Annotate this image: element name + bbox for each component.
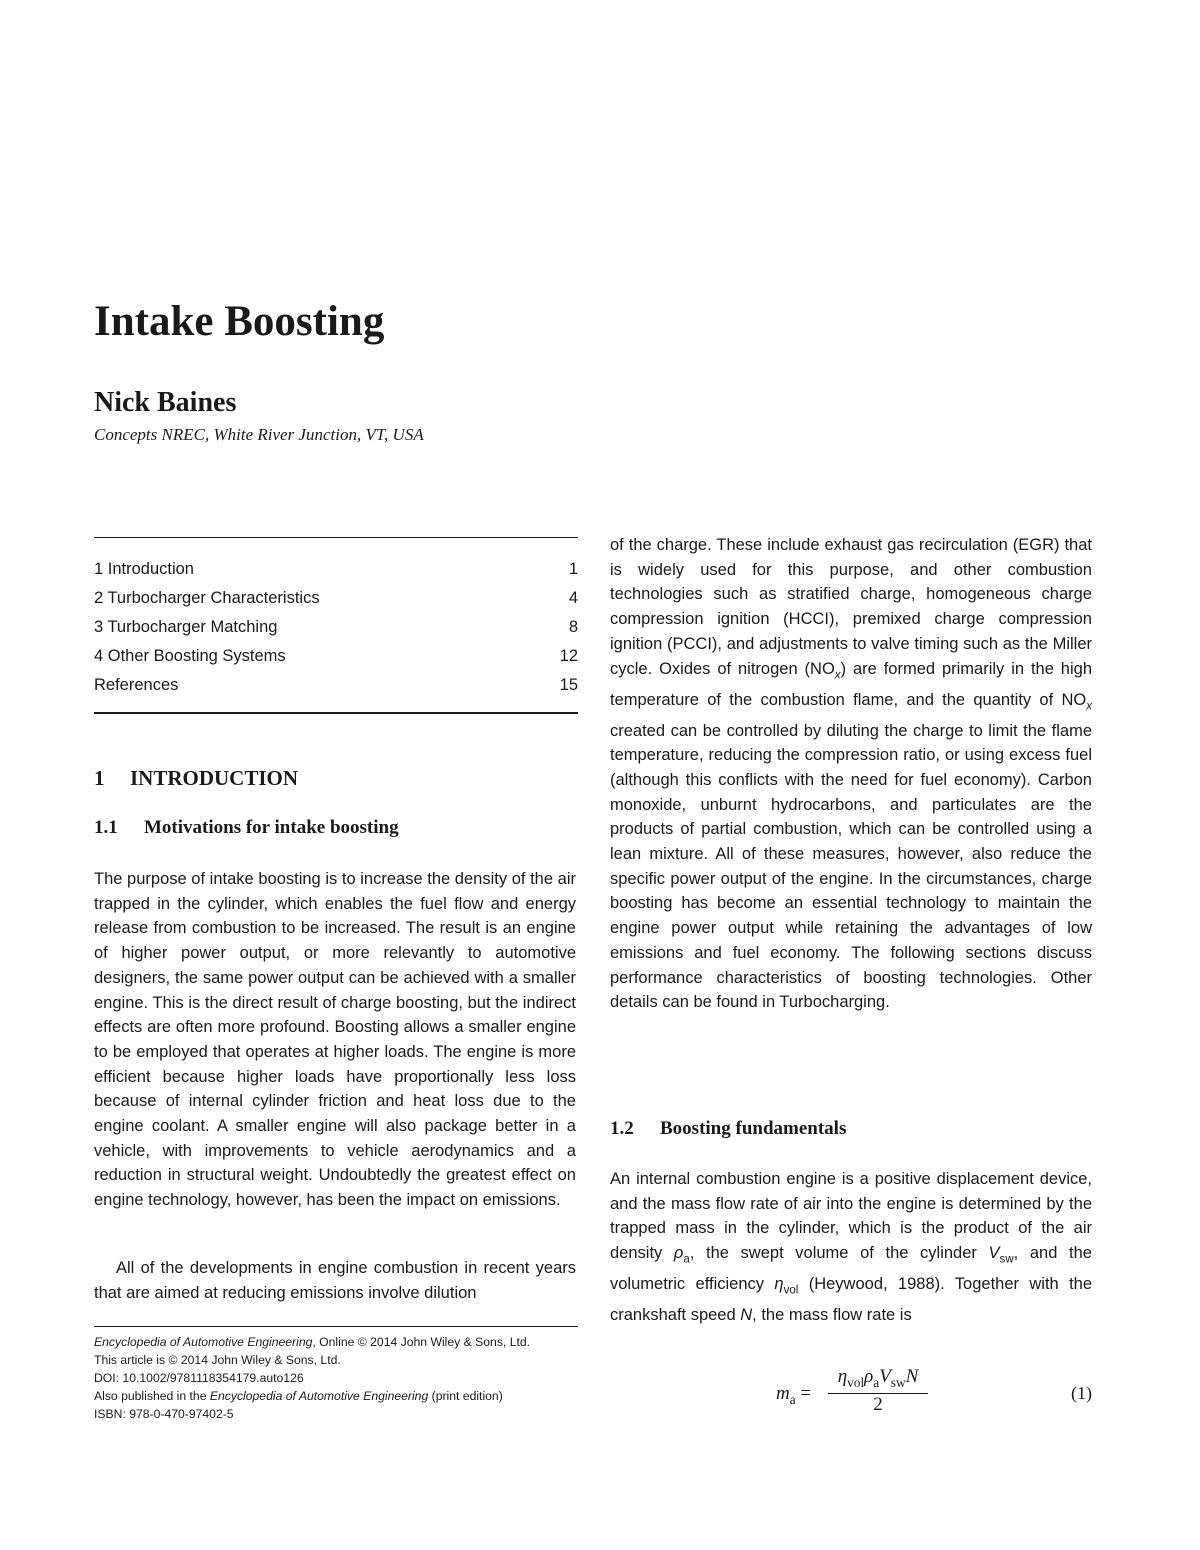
symbol-rho: ρ bbox=[673, 1244, 684, 1263]
text-run: of the charge. These include exhaust gas recirculation (EGR) that is widely used for this purpose, and other combustion technologies such as stratified charge, homogeneous charge compression ignition (HCCI), premixed charge compression ignition (PCCI), and adjustments to valve timing such as the Miller cycle. Oxides of nitrogen (NO bbox=[610, 536, 1092, 678]
toc-item[interactable] bbox=[94, 613, 578, 642]
subscript: x bbox=[1086, 699, 1092, 712]
journal-name: Encyclopedia of Automotive Engineering bbox=[94, 1335, 313, 1349]
table-of-contents bbox=[94, 537, 578, 714]
subsection-number: 1.1 bbox=[94, 817, 118, 838]
fraction-denominator: 2 bbox=[873, 1393, 883, 1415]
section-heading-introduction bbox=[94, 766, 298, 791]
toc-label: 2 Turbocharger Characteristics bbox=[94, 589, 320, 607]
symbol-eta: η bbox=[774, 1275, 784, 1294]
section-title: INTRODUCTION bbox=[130, 766, 299, 790]
journal-name: Encyclopedia of Automotive Engineering bbox=[209, 1389, 429, 1403]
symbol-n: N bbox=[740, 1306, 753, 1325]
subsection-number: 1.2 bbox=[610, 1118, 634, 1139]
equation-lhs bbox=[776, 1383, 811, 1408]
subscript: x bbox=[834, 668, 841, 681]
paragraph-dilution bbox=[610, 533, 1092, 1015]
equals-sign: = bbox=[800, 1383, 812, 1404]
symbol-m: m bbox=[776, 1383, 790, 1404]
toc-label: 3 Turbocharger Matching bbox=[94, 618, 278, 636]
toc-label: 4 Other Boosting Systems bbox=[94, 647, 286, 665]
author-affiliation: Concepts NREC, White River Junction, VT, USA bbox=[94, 425, 424, 444]
footnote-line: This article is © 2014 John Wiley & Sons, Ltd. bbox=[94, 1353, 341, 1367]
subscript: a bbox=[789, 1391, 796, 1407]
toc-page: 15 bbox=[559, 676, 578, 694]
subscript: a bbox=[873, 1374, 880, 1390]
equation-fraction bbox=[828, 1366, 928, 1416]
equation-1 bbox=[610, 1366, 1092, 1416]
subscript: a bbox=[683, 1253, 690, 1266]
toc-label: References bbox=[94, 676, 179, 694]
symbol-v: V bbox=[879, 1366, 891, 1387]
toc-item[interactable] bbox=[94, 642, 578, 671]
subscript: sw bbox=[999, 1253, 1014, 1266]
article-title: Intake Boosting bbox=[94, 298, 385, 345]
equation-number: (1) bbox=[1071, 1383, 1092, 1403]
subsection-title: Boosting fundamentals bbox=[660, 1118, 847, 1139]
toc-page: 4 bbox=[568, 589, 578, 607]
toc-page: 1 bbox=[568, 560, 578, 578]
symbol-n: N bbox=[905, 1366, 919, 1387]
subscript: vol bbox=[847, 1374, 865, 1390]
paragraph-motivations: The purpose of intake boosting is to increase the density of the air trapped in the cylinder, which enables the fuel flow and energy release from combustion to be increased. The result is an engine of higher power output, or more relevantly to automotive designers, the same power output can be achieved with a smaller engine. This is the direct result of charge boosting, but the indirect effects are often more profound. Boosting allows a smaller engine to be employed that operates at higher loads. The engine is more efficient because higher loads have proportionally less loss because of internal cylinder friction and heat loss due to the engine coolant. A smaller engine will also package better in a vehicle, with improvements to vehicle aerodynamics and a reduction in structural weight. Undoubtedly the greatest effect on engine technology, however, has been the impact on emissions. bbox=[94, 870, 576, 1210]
footnote-line bbox=[94, 1333, 578, 1351]
text-run: ) are formed primarily in the high temperature of the combustion flame, and the quantity of NO bbox=[610, 659, 1092, 709]
text-run: , and the volumetric efficiency bbox=[610, 1244, 1092, 1294]
subscript: vol bbox=[783, 1284, 799, 1297]
symbol-v: V bbox=[988, 1244, 1000, 1263]
footnote-isbn: ISBN: 978-0-470-97402-5 bbox=[94, 1407, 234, 1421]
toc-page: 8 bbox=[568, 618, 578, 636]
footnote-text: , Online © 2014 John Wiley & Sons, Ltd. bbox=[312, 1335, 531, 1349]
toc-label: 1 Introduction bbox=[94, 560, 194, 578]
footnote-doi: DOI: 10.1002/9781118354179.auto126 bbox=[94, 1371, 304, 1385]
toc-item[interactable] bbox=[94, 584, 578, 613]
subsection-title: Motivations for intake boosting bbox=[144, 817, 399, 838]
symbol-rho: ρ bbox=[864, 1366, 874, 1387]
text-run: , the swept volume of the cylinder bbox=[689, 1244, 989, 1263]
subsection-heading-motivations bbox=[94, 817, 399, 839]
toc-item[interactable] bbox=[94, 671, 578, 700]
subscript: sw bbox=[890, 1374, 906, 1390]
text-run: An internal combustion engine is a positive displacement device, and the mass flow rate of air into the engine is determined by the trapped mass in the cylinder, which is the product of the air density bbox=[610, 1170, 1092, 1263]
footnote bbox=[94, 1326, 578, 1423]
toc-item[interactable] bbox=[94, 555, 578, 584]
symbol-eta: η bbox=[837, 1366, 848, 1387]
toc-page: 12 bbox=[559, 647, 578, 665]
paragraph-developments: All of the developments in engine combustion in recent years that are aimed at reducing emissions involve dilution bbox=[94, 1259, 576, 1302]
subsection-heading-fundamentals bbox=[610, 1118, 846, 1140]
author-name: Nick Baines bbox=[94, 387, 237, 418]
fraction-numerator bbox=[828, 1366, 928, 1394]
text-run: (Heywood, 1988). Together with the crankshaft speed bbox=[610, 1275, 1093, 1325]
text-run: , the mass flow rate is bbox=[752, 1306, 912, 1325]
footnote-line bbox=[94, 1387, 578, 1405]
text-run: created can be controlled by diluting the charge to limit the flame temperature, reducing the compression ratio, or using excess fuel (although this conflicts with the need for fuel economy). Carbon monoxide, unburnt hydrocarbons, and particulates are the products of partial combustion, which can be controlled using a lean mixture. All of these measures, however, also reduce the specific power output of the engine. In the circumstances, charge boosting has become an essential technology to maintain the engine power output while retaining the advantages of low emissions and fuel economy. The following sections discuss performance characteristics of boosting technologies. Other details can be found in Turbocharging. bbox=[610, 721, 1092, 1012]
footnote-text: Also published in the bbox=[94, 1389, 210, 1403]
section-number: 1 bbox=[94, 766, 105, 790]
paragraph-fundamentals bbox=[610, 1167, 1092, 1328]
footnote-text: (print edition) bbox=[428, 1389, 503, 1403]
